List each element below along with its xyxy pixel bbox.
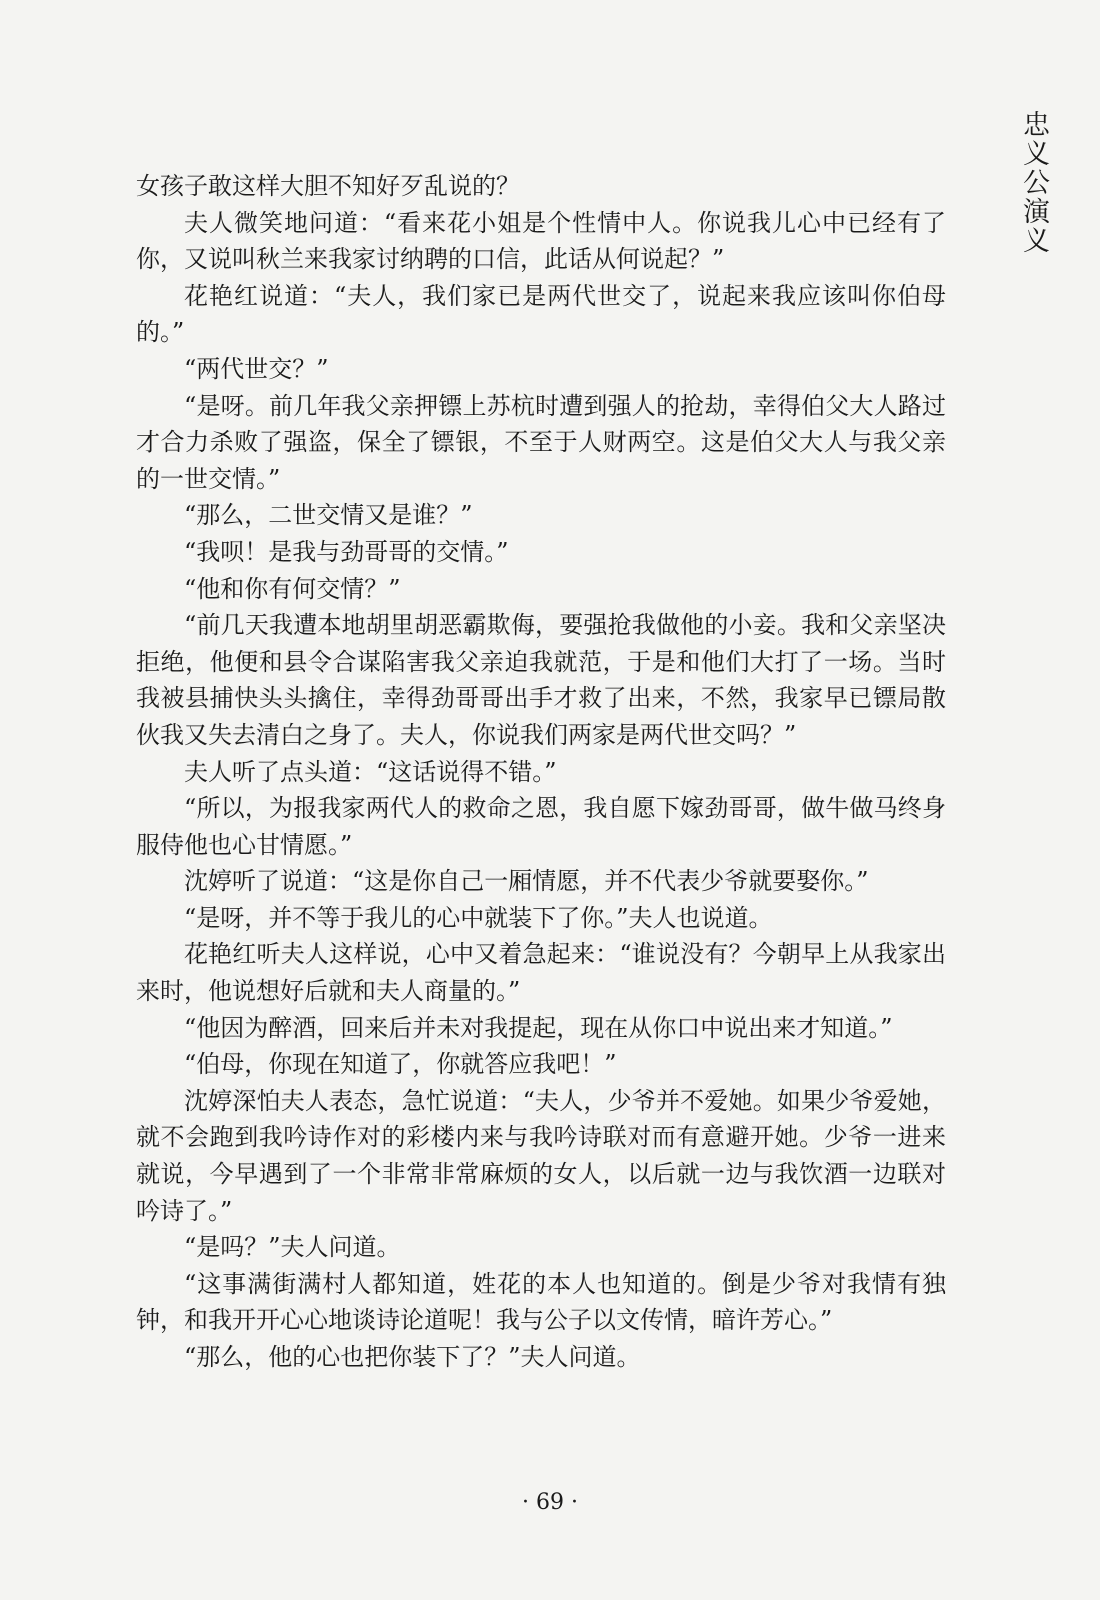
page-number: · 69 · bbox=[522, 1490, 578, 1515]
paragraph: “那么，二世交情又是谁？” bbox=[184, 501, 473, 530]
paragraph: 夫人微笑地问道：“看来花小姐是个性情中人。你说我儿心中已经有了你，又说叫秋兰来我家讨纳聘的口信，此话从何说起？” bbox=[136, 208, 946, 274]
paragraph: “我呗！是我与劲哥哥的交情。” bbox=[184, 537, 509, 566]
paragraph: “那么，他的心也把你装下了？”夫人问道。 bbox=[184, 1343, 641, 1371]
paragraph: “他和你有何交情？” bbox=[184, 574, 401, 603]
paragraph: “伯母，你现在知道了，你就答应我吧！” bbox=[184, 1050, 617, 1079]
running-title: 忠义公演义 bbox=[1018, 110, 1049, 255]
paragraph: “前几天我遭本地胡里胡恶霸欺侮，要强抢我做他的小妾。我和父亲坚决拒绝，他便和县令合谋陷害我父亲迫我就范，于是和他们大打了一场。当时我被县捕快头头擒住，幸得劲哥哥出手才救了出来，不然，我家早已镖局散伙我又失去清白之身了。夫人，你说我们两家是两代世交吗？” bbox=[136, 611, 946, 749]
paragraph: “他因为醉酒，回来后并未对我提起，现在从你口中说出来才知道。” bbox=[184, 1013, 893, 1042]
paragraph: “所以，为报我家两代人的救命之恩，我自愿下嫁劲哥哥，做牛做马终身服侍他也心甘情愿。” bbox=[136, 794, 946, 859]
paragraph: 女孩子敢这样大胆不知好歹乱说的？ bbox=[136, 172, 520, 200]
paragraph: “两代世交？” bbox=[184, 354, 329, 383]
paragraph: “是吗？”夫人问道。 bbox=[184, 1233, 401, 1262]
paragraph: 花艳红说道：“夫人，我们家已是两代世交了，说起来我应该叫你伯母的。” bbox=[136, 281, 946, 347]
paragraph: 花艳红听夫人这样说，心中又着急起来：“谁说没有？今朝早上从我家出来时，他说想好后就和夫人商量的。” bbox=[136, 940, 946, 1006]
paragraph: “是呀。前几年我父亲押镖上苏杭时遭到强人的抢劫，幸得伯父大人路过才合力杀败了强盗，保全了镖银，不至于人财两空。这是伯父大人与我父亲的一世交情。” bbox=[136, 391, 946, 493]
paragraph: “这事满街满村人都知道，姓花的本人也知道的。倒是少爷对我情有独钟，和我开开心心地谈诗论道呢！我与公子以文传情，暗许芳心。” bbox=[136, 1269, 946, 1335]
paragraph: 夫人听了点头道：“这话说得不错。” bbox=[184, 757, 557, 786]
paragraph: “是呀，并不等于我儿的心中就装下了你。”夫人也说道。 bbox=[184, 903, 773, 932]
paragraph: 沈婷深怕夫人表态，急忙说道：“夫人，少爷并不爱她。如果少爷爱她，就不会跑到我吟诗作对的彩楼内来与我吟诗联对而有意避开她。少爷一进来就说，今早遇到了一个非常非常麻烦的女人，以后就一边与我饮酒一边联对吟诗了。” bbox=[136, 1086, 946, 1225]
body-text bbox=[136, 168, 946, 1376]
paragraph: 沈婷听了说道：“这是你自己一厢情愿，并不代表少爷就要娶你。” bbox=[184, 867, 869, 896]
